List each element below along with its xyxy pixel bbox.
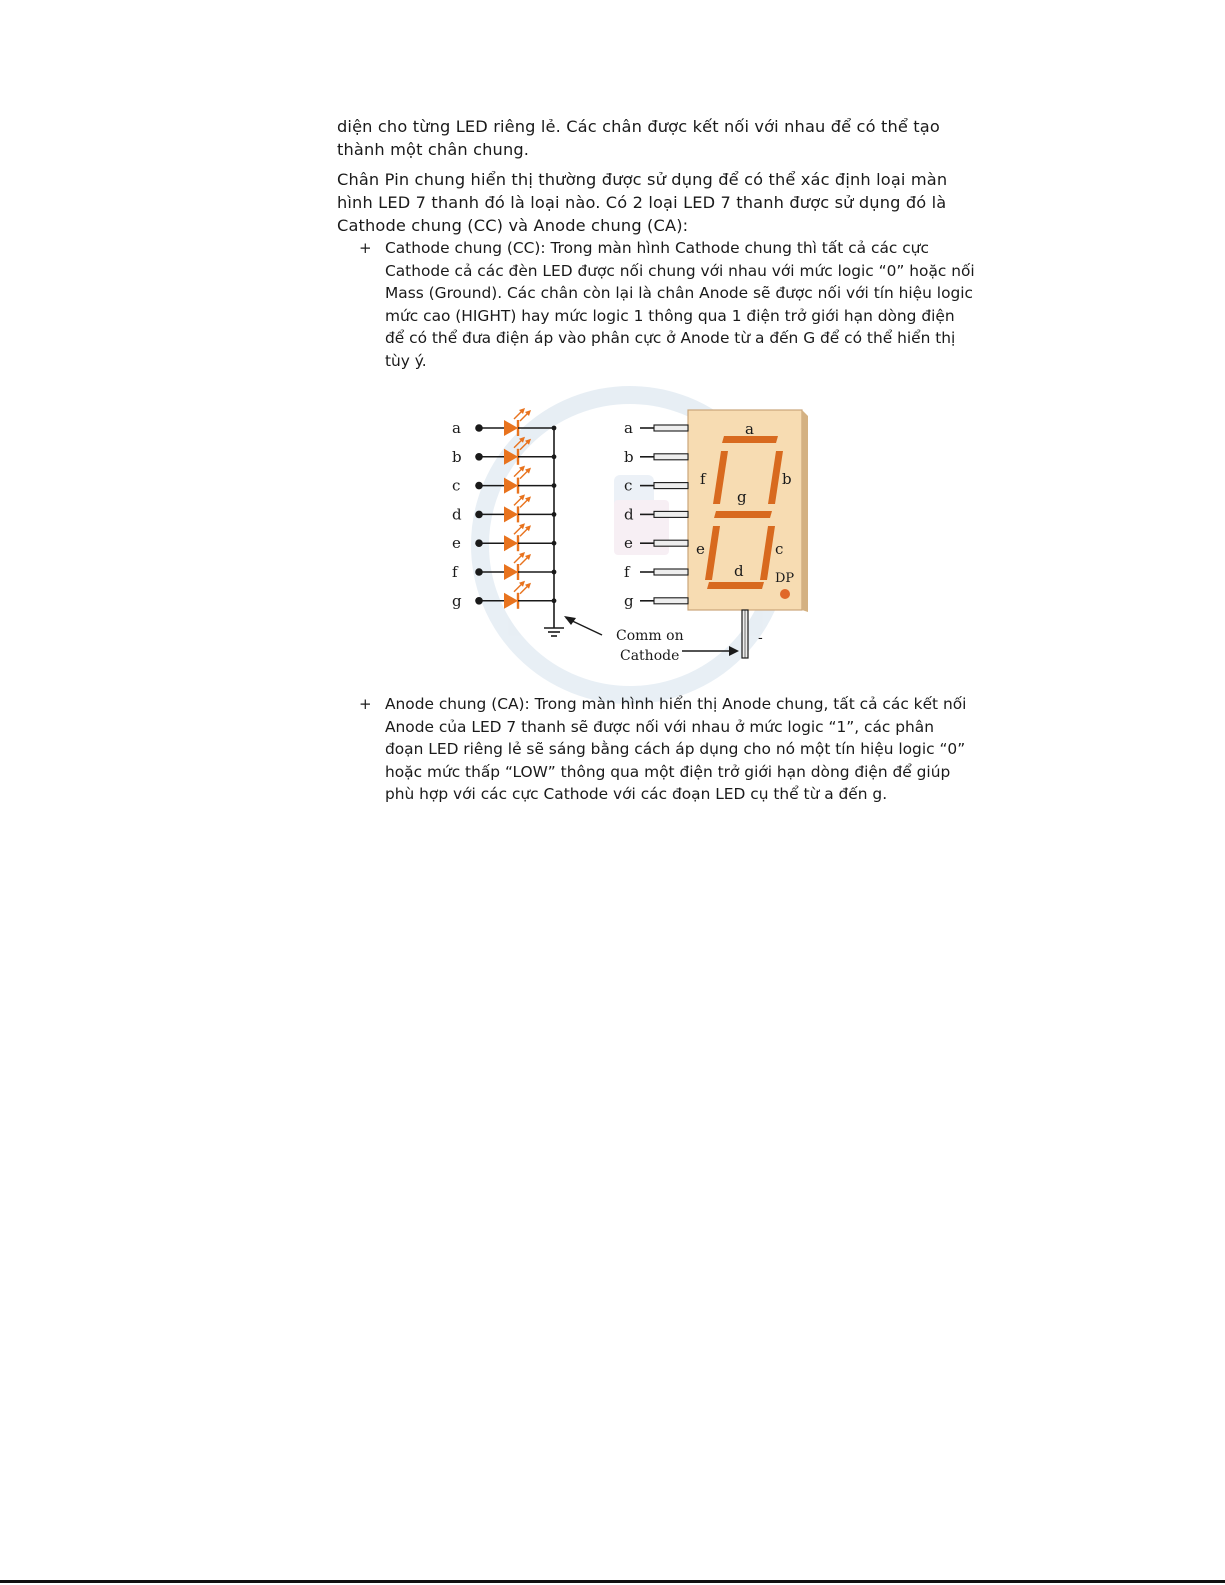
minus-label: -: [758, 630, 763, 646]
right-pin-label-a: a: [624, 419, 633, 437]
right-pin-label-d: d: [624, 505, 634, 524]
right-pin-label-f: f: [624, 563, 630, 581]
decimal-point: [780, 589, 790, 599]
right-pin-label-b: b: [624, 447, 634, 466]
bullet-plus-icon: +: [359, 695, 372, 713]
display-pin-a: [640, 425, 688, 431]
arrow-to-ground-icon: [564, 616, 602, 635]
segment-label-b: b: [782, 470, 792, 488]
left-pin-label-e: e: [452, 534, 461, 553]
segment-label-d: d: [734, 562, 744, 580]
left-pin-label-g: g: [452, 591, 462, 610]
right-pin-label-g: g: [624, 591, 634, 610]
bullet-common-cathode-text: Cathode chung (CC): Trong màn hình Cathode chung thì tất cả các cực Cathode cả các đèn LED được nối chung với nhau với mức logic “0” hoặc nối Mass (Ground). Các chân còn lại là chân Anode sẽ được nối với tín hiệu logic mức cao (HIGHT) hay mức logic 1 thông qua 1 điện trở giới hạn dòng điện để có thể đưa điện áp vào phân cực ở Anode từ a đến G để có thể hiển thị tùy ý.: [385, 239, 975, 370]
page-bottom-border: [0, 1580, 1225, 1583]
paragraph-intro: diện cho từng LED riêng lẻ. Các chân được kết nối với nhau để có thể tạo thành một chân chung.: [337, 117, 940, 159]
segment-g: [714, 511, 772, 518]
bullet-plus-icon: +: [359, 239, 372, 257]
display-pin-b: [640, 454, 688, 460]
segment-label-c: c: [775, 540, 784, 558]
left-pin-label-a: a: [452, 419, 461, 437]
display-pins: [640, 425, 688, 604]
segment-label-g: g: [737, 488, 747, 506]
display-pin-f: [640, 569, 688, 575]
paragraph-pin-types: Chân Pin chung hiển thị thường được sử dụng để có thể xác định loại màn hình LED 7 thanh đó là loại nào. Có 2 loại LED 7 thanh được sử dụng đó là Cathode chung (CC) và Anode chung (CA):: [337, 170, 948, 235]
dp-label: DP: [775, 571, 795, 586]
arrow-to-lead-icon: [682, 646, 739, 656]
segment-label-a: a: [745, 420, 754, 438]
ground-symbol-icon: [544, 615, 564, 636]
left-pin-label-d: d: [452, 505, 462, 524]
common-cathode-label-line2: Cathode: [620, 648, 680, 664]
segment-label-e: e: [696, 540, 705, 558]
left-pin-label-b: b: [452, 447, 462, 466]
common-cathode-label-line1: Comm on: [616, 628, 684, 644]
bullet-common-anode-text: Anode chung (CA): Trong màn hình hiển thị Anode chung, tất cả các kết nối Anode của LED 7 thanh sẽ được nối với nhau ở mức logic “1”, các phân đoạn LED riêng lẻ sẽ sáng bằng cách áp dụng cho nó một tín hiệu logic “0” hoặc mức thấp “LOW” thông qua một điện trở giới hạn dòng điện để giúp phù hợp với các cực Cathode với các đoạn LED cụ thể từ a đến g.: [385, 695, 967, 803]
segment-d: [707, 582, 764, 589]
right-pin-label-c: c: [624, 476, 633, 495]
right-pin-label-e: e: [624, 534, 633, 553]
common-cathode-lead: [742, 610, 748, 658]
left-pin-label-c: c: [452, 476, 461, 495]
display-pin-g: [640, 598, 688, 604]
segment-label-f: f: [700, 470, 706, 488]
left-pin-label-f: f: [452, 563, 458, 581]
